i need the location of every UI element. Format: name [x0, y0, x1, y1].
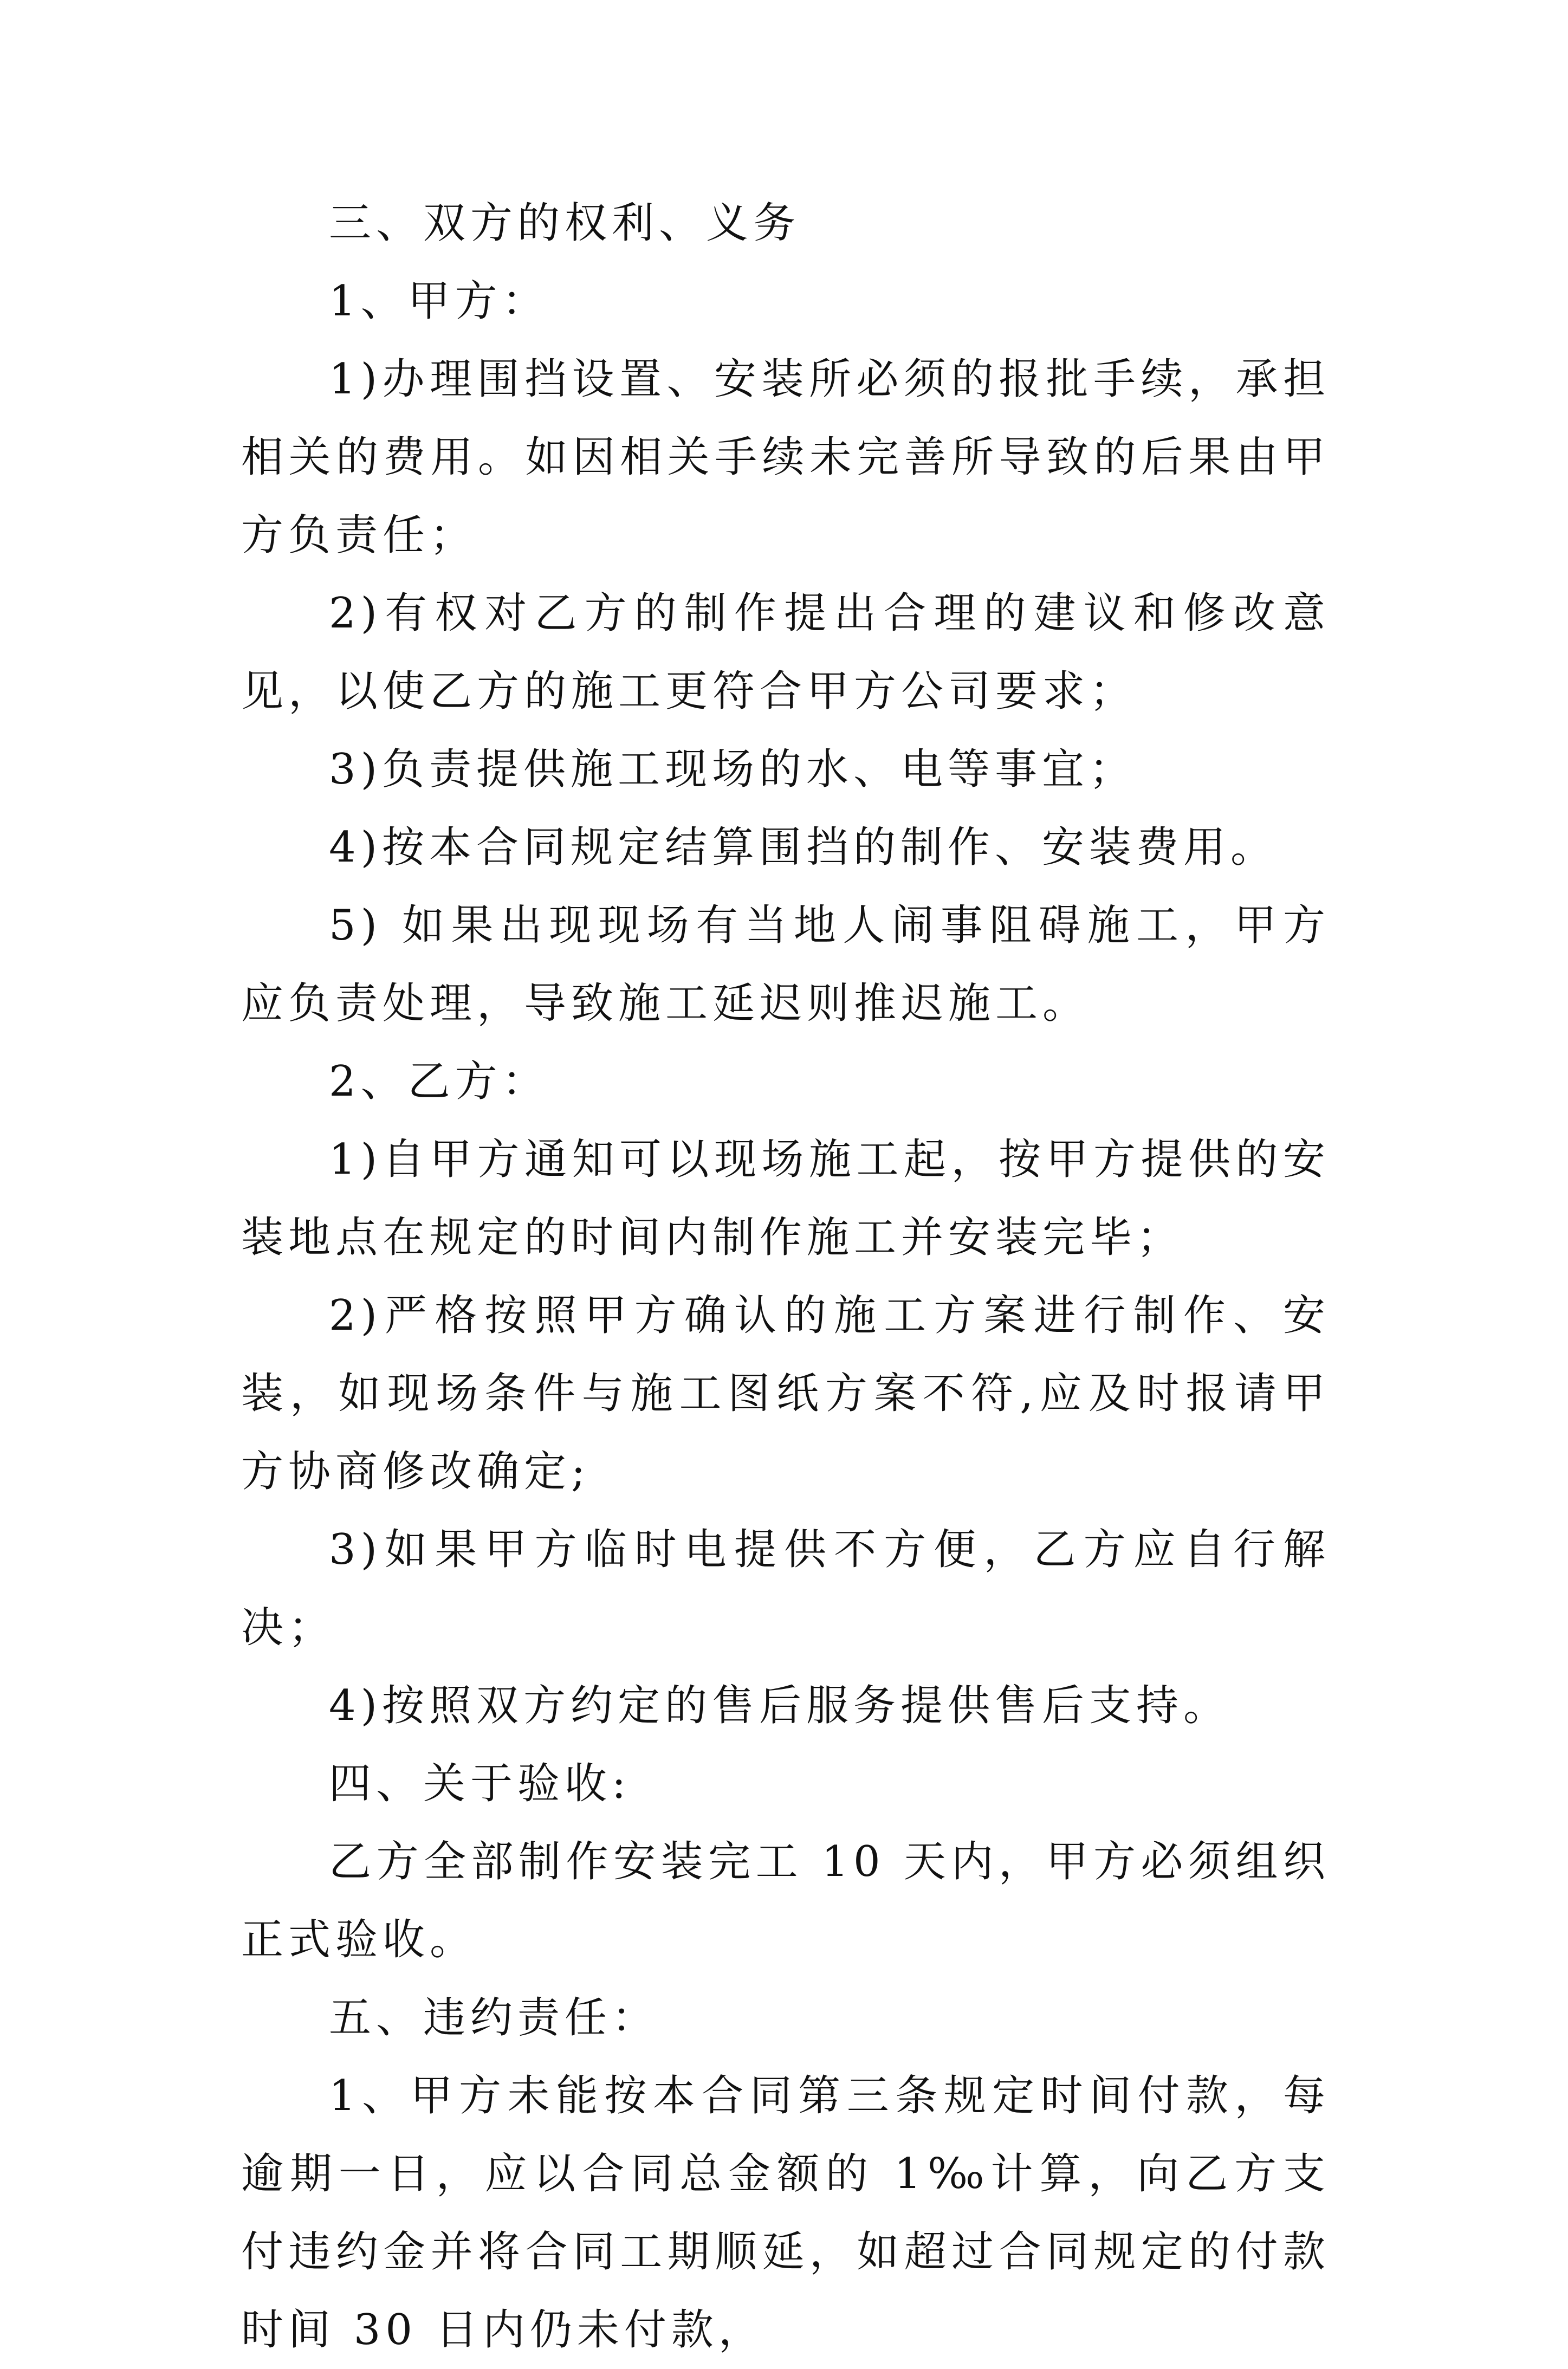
paragraph-party-a-item-2: 2)有权对乙方的制作提出合理的建议和修改意见，以使乙方的施工更符合甲方公司要求；: [241, 589, 1330, 716]
paragraph-party-b-item-2: 2)严格按照甲方确认的施工方案进行制作、安装，如现场条件与施工图纸方案不符,应及时报请甲方协商修改确定;: [241, 1291, 1330, 1496]
document-body: [241, 184, 1330, 2369]
paragraph-party-b-item-1: 1)自甲方通知可以现场施工起，按甲方提供的安装地点在规定的时间内制作施工并安装完毕；: [241, 1135, 1330, 1262]
subheading-party-a: 1、甲方：: [329, 277, 549, 326]
paragraph-party-a-item-1: 1)办理围挡设置、安装所必须的报批手续，承担相关的费用。如因相关手续未完善所导致的后果由甲方负责任；: [241, 355, 1330, 560]
subheading-party-b: 2、乙方：: [329, 1057, 549, 1106]
paragraph-party-a-item-3: 3)负责提供施工现场的水、电等事宜；: [329, 745, 1137, 794]
paragraph-party-b-item-4: 4)按照双方约定的售后服务提供售后支持。: [329, 1681, 1231, 1730]
paragraph-party-a-item-4: 4)按本合同规定结算围挡的制作、安装费用。: [329, 823, 1278, 872]
section-heading-breach-liability: 五、违约责任：: [329, 1993, 659, 2042]
section-heading-rights-obligations: 三、双方的权利、义务: [329, 199, 801, 248]
paragraph-breach-item-1: 1、甲方未能按本合同第三条规定时间付款，每逾期一日，应以合同总金额的 1‰计算，向乙方支付违约金并将合同工期顺延，如超过合同规定的付款时间 30 日内仍未付款，: [241, 2072, 1330, 2354]
paragraph-party-b-item-3: 3)如果甲方临时电提供不方便，乙方应自行解决；: [241, 1525, 1330, 1652]
paragraph-party-a-item-5: 5) 如果出现现场有当地人闹事阻碍施工，甲方应负责处理，导致施工延迟则推迟施工。: [241, 901, 1330, 1028]
section-heading-acceptance: 四、关于验收:: [329, 1759, 631, 1808]
paragraph-acceptance: 乙方全部制作安装完工 10 天内，甲方必须组织正式验收。: [241, 1837, 1330, 1964]
